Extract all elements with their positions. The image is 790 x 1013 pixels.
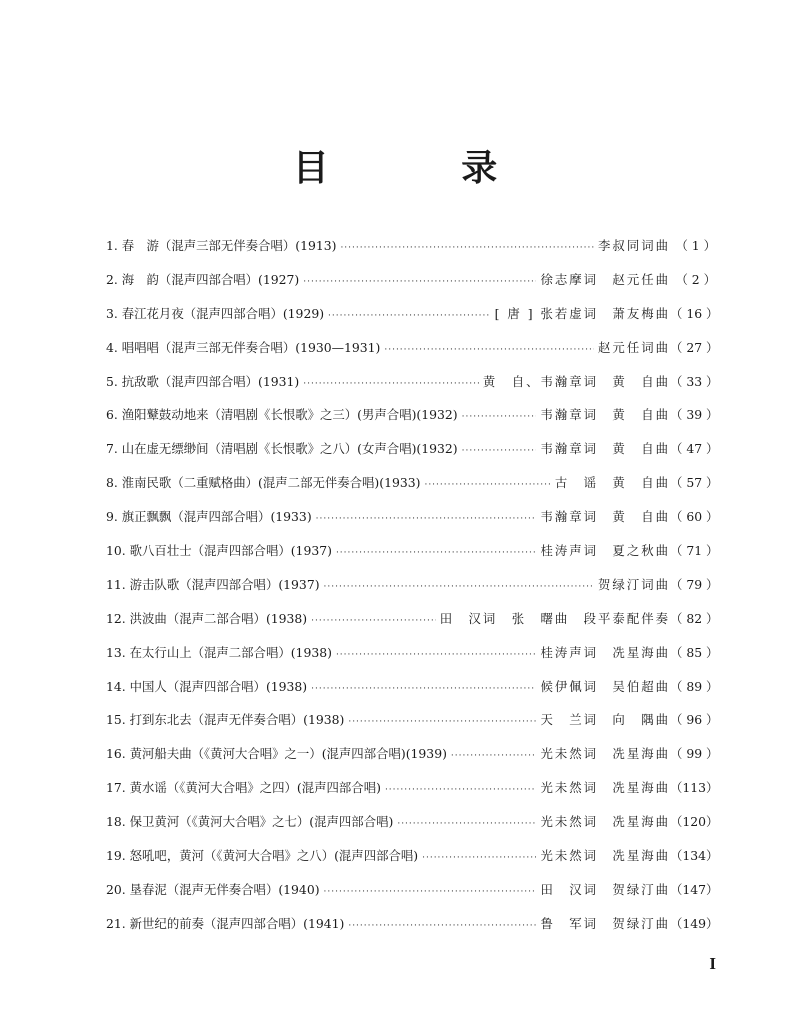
toc-entry-page: （ 71 ） (670, 543, 719, 559)
dot-leader (328, 311, 491, 321)
toc-entry-credit: 韦瀚章词 黄 自曲 (540, 407, 670, 423)
toc-entry-credit: 天 兰词 向 隅曲 (540, 712, 670, 728)
dot-leader (397, 819, 536, 829)
toc-entry[interactable] (106, 575, 719, 609)
dot-leader (303, 277, 536, 287)
toc-entry-credit: 李叔同词曲 (598, 238, 670, 253)
toc-entry-page: （113） (670, 780, 719, 796)
page-number: I (709, 954, 716, 973)
toc-entry[interactable] (106, 609, 719, 643)
toc-entry-page: （ 96 ） (670, 712, 719, 728)
toc-entry-title: 8. 淮南民歌（二重赋格曲）(混声二部无伴奏合唱)(1933) (106, 475, 421, 491)
toc-entry-credit: 黄 自、韦瀚章词 黄 自曲 (482, 373, 670, 389)
toc-entry[interactable] (106, 643, 719, 677)
toc-entry[interactable] (106, 304, 719, 338)
toc-entry-title: 20. 垦春泥（混声无伴奏合唱）(1940) (106, 881, 320, 897)
dot-leader (303, 379, 479, 389)
dot-leader (336, 548, 537, 558)
toc-entry-credit: 光未然词 冼星海曲 (540, 814, 670, 830)
toc-entry-page: （ 47 ） (670, 441, 719, 457)
toc-entry[interactable] (106, 270, 716, 304)
toc-entry-credit: 田 汉词 贺绿汀曲 (540, 881, 670, 897)
toc-entry-credit: 韦瀚章词 黄 自曲 (540, 441, 670, 457)
toc-entry[interactable] (106, 914, 719, 948)
dot-leader (462, 446, 537, 456)
toc-entry-credit: 鲁 军词 贺绿汀曲 (540, 915, 670, 931)
toc-entry-page: （149） (670, 915, 719, 931)
dot-leader (311, 616, 436, 626)
toc-entry-title: 17. 黄水谣（《黄河大合唱》之四）(混声四部合唱) (106, 780, 381, 796)
toc-entry-title: 7. 山在虚无缥缈间（清唱剧《长恨歌》之八）(女声合唱)(1932) (106, 441, 458, 457)
toc-entry-title: 9. 旗正飘飘（混声四部合唱）(1933) (106, 509, 312, 525)
toc-entry[interactable] (106, 473, 719, 507)
toc-entry-page: （ 2 ） (675, 271, 716, 287)
toc-entry-page: （ 60 ） (670, 509, 719, 525)
dot-leader (348, 921, 536, 931)
toc-entry[interactable] (106, 372, 719, 406)
dot-leader (324, 582, 595, 592)
page-title: 目 录 (292, 148, 558, 189)
toc-entry-page: （ 79 ） (670, 576, 719, 592)
dot-leader (348, 717, 536, 727)
toc-entry-page: （ 16 ） (670, 305, 719, 321)
toc-entry[interactable] (106, 338, 719, 372)
toc-entry[interactable] (106, 507, 719, 541)
toc-entry-credit: 光未然词 冼星海曲 (540, 780, 670, 796)
toc-entry-credit: 贺绿汀词曲 (598, 576, 670, 592)
dot-leader (316, 514, 537, 524)
dot-leader (336, 650, 537, 660)
table-of-contents (106, 236, 719, 948)
toc-entry-credit: 光未然词 冼星海曲 (540, 746, 670, 762)
toc-entry-credit: 赵元任词曲 (598, 339, 670, 355)
dot-leader (311, 684, 536, 694)
toc-entry[interactable] (106, 677, 719, 711)
toc-entry-credit: 候伊佩词 吴伯超曲 (540, 678, 670, 694)
toc-entry[interactable] (106, 880, 719, 914)
toc-entry-title: 19. 怒吼吧，黄河（《黄河大合唱》之八）(混声四部合唱) (106, 848, 419, 864)
toc-entry[interactable] (106, 744, 719, 778)
toc-entry[interactable] (106, 439, 719, 473)
toc-entry-page: （ 1 ） (675, 238, 716, 253)
toc-entry[interactable] (106, 236, 716, 270)
toc-entry-title: 1. 春 游（混声三部无伴奏合唱）(1913) (106, 238, 337, 253)
toc-entry-credit: 古 谣 黄 自曲 (554, 475, 670, 491)
toc-entry-title: 3. 春江花月夜（混声四部合唱）(1929) (106, 305, 325, 321)
toc-entry-title: 2. 海 韵（混声四部合唱）(1927) (106, 271, 300, 287)
toc-entry-page: （ 82 ） (670, 610, 719, 626)
toc-entry-credit: 韦瀚章词 黄 自曲 (540, 509, 670, 525)
toc-entry-title: 21. 新世纪的前奏（混声四部合唱）(1941) (106, 915, 345, 931)
toc-entry[interactable] (106, 541, 719, 575)
toc-entry-title: 18. 保卫黄河（《黄河大合唱》之七）(混声四部合唱) (106, 814, 394, 830)
dot-leader (324, 887, 537, 897)
toc-entry-title: 4. 唱唱唱（混声三部无伴奏合唱）(1930—1931) (106, 339, 381, 355)
toc-entry-title: 6. 渔阳鼙鼓动地来（清唱剧《长恨歌》之三）(男声合唱)(1932) (106, 407, 458, 423)
dot-leader (451, 751, 537, 761)
toc-entry-title: 11. 游击队歌（混声四部合唱）(1937) (106, 576, 320, 592)
toc-entry-page: （134） (670, 848, 719, 864)
dot-leader (422, 853, 536, 863)
toc-entry[interactable] (106, 812, 719, 846)
toc-entry[interactable] (106, 710, 719, 744)
dot-leader (340, 243, 594, 253)
toc-entry-page: （ 33 ） (670, 373, 719, 389)
dot-leader (384, 345, 594, 355)
toc-entry-page: （ 89 ） (670, 678, 719, 694)
toc-entry-page: （120） (670, 814, 719, 830)
toc-entry[interactable] (106, 846, 719, 880)
toc-entry-title: 16. 黄河船夫曲（《黄河大合唱》之一）(混声四部合唱)(1939) (106, 746, 447, 762)
toc-entry-page: （ 39 ） (670, 407, 719, 423)
toc-entry-credit: 光未然词 冼星海曲 (540, 848, 670, 864)
dot-leader (424, 480, 550, 490)
toc-entry-title: 13. 在太行山上（混声二部合唱）(1938) (106, 644, 332, 660)
dot-leader (385, 785, 537, 795)
toc-entry[interactable] (106, 778, 719, 812)
toc-entry-title: 5. 抗敌歌（混声四部合唱）(1931) (106, 373, 300, 389)
toc-entry-title: 15. 打到东北去（混声无伴奏合唱）(1938) (106, 712, 345, 728)
toc-entry-page: （147） (670, 881, 719, 897)
toc-entry-credit: 桂涛声词 冼星海曲 (540, 644, 670, 660)
dot-leader (462, 412, 537, 422)
toc-entry-credit: [ 唐 ] 张若虚词 萧友梅曲 (494, 305, 670, 321)
toc-entry-page: （ 57 ） (670, 475, 719, 491)
toc-entry-page: （ 85 ） (670, 644, 719, 660)
toc-entry-title: 10. 歌八百壮士（混声四部合唱）(1937) (106, 543, 332, 559)
toc-entry-title: 12. 洪波曲（混声二部合唱）(1938) (106, 610, 308, 626)
toc-entry-credit: 田 汉词 张 曙曲 段平泰配伴奏 (439, 610, 670, 626)
toc-entry-page: （ 99 ） (670, 746, 719, 762)
toc-entry[interactable] (106, 405, 719, 439)
toc-entry-credit: 徐志摩词 赵元任曲 (540, 271, 670, 287)
toc-entry-credit: 桂涛声词 夏之秋曲 (540, 543, 670, 559)
toc-entry-page: （ 27 ） (670, 339, 719, 355)
toc-entry-title: 14. 中国人（混声四部合唱）(1938) (106, 678, 308, 694)
